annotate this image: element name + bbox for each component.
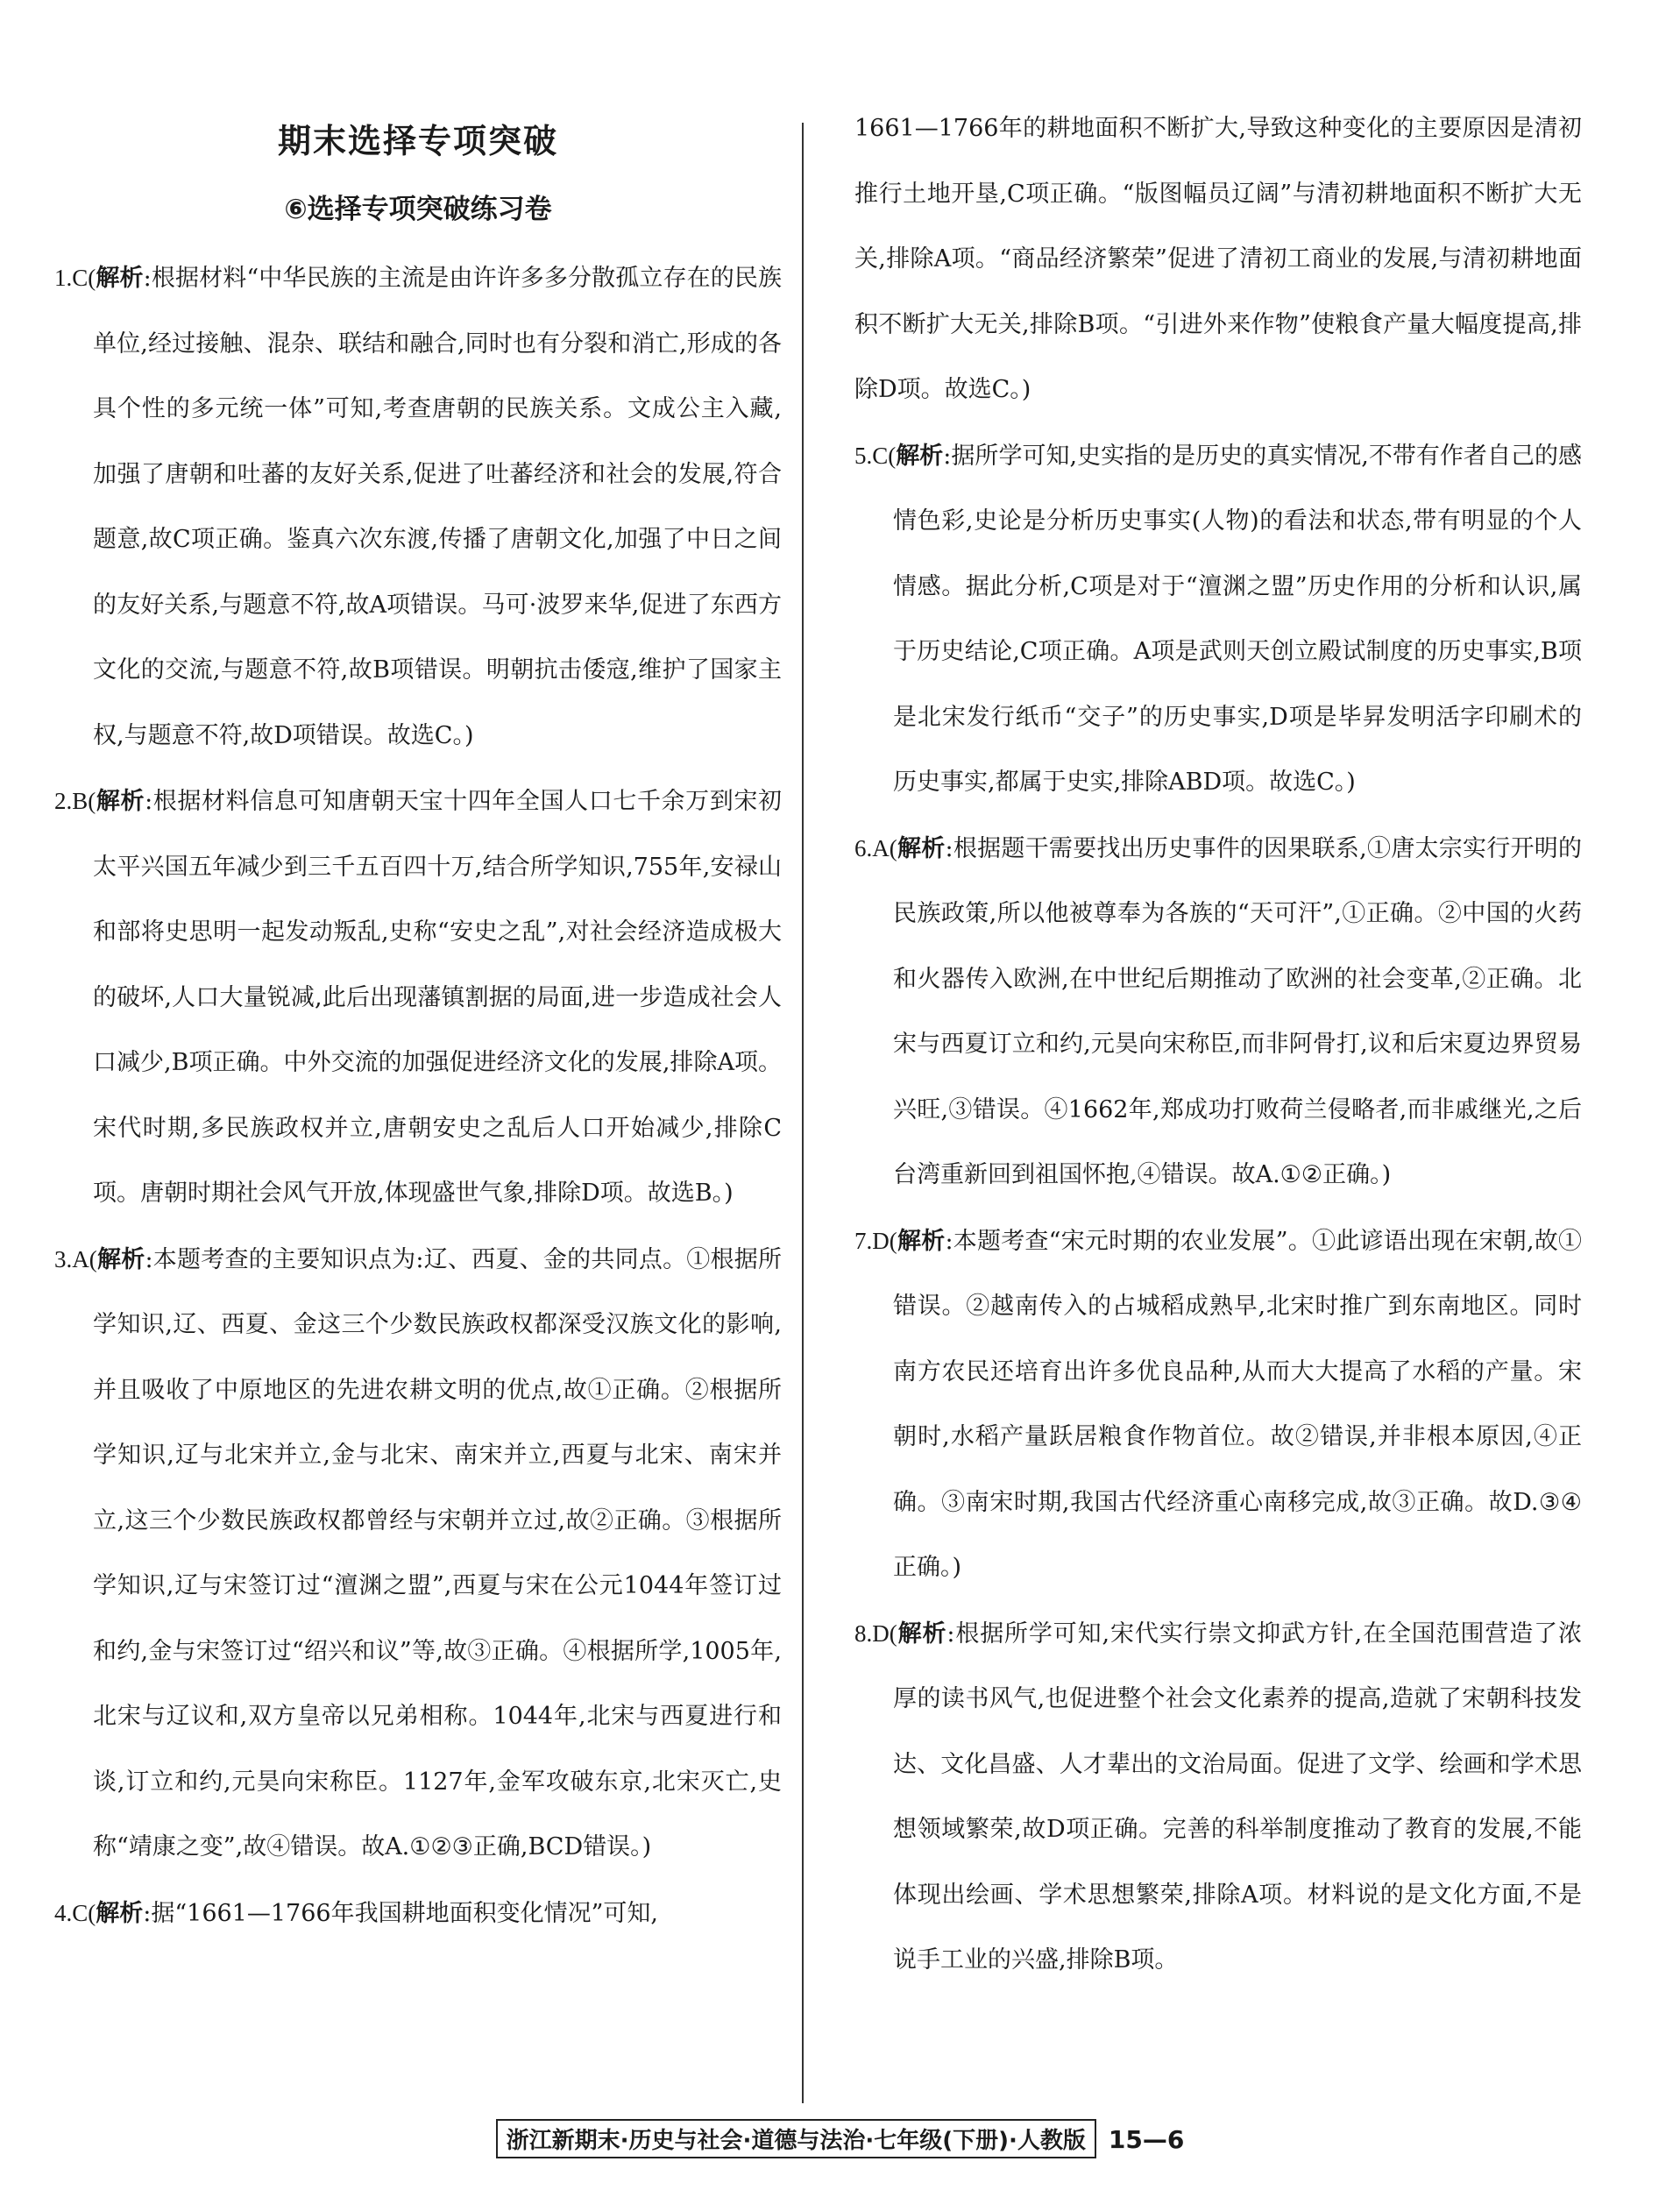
page-footer [0, 2119, 1680, 2158]
answer-item [854, 1601, 1582, 1994]
answer-number: 5.C( [854, 442, 897, 469]
answer-item [854, 423, 1582, 816]
answer-text: 1661—1766年的耕地面积不断扩大,导致这种变化的主要原因是清初推行土地开垦,C项正确。“版图幅员辽阔”与清初耕地面积不断扩大无关,排除A项。“商品经济繁荣”促进了清初工商业的发展,与清初耕地面积不断扩大无关,排除B项。“引进外来作物”使粮食产量大幅度提高,排除D项。故选C。) [854, 115, 1582, 403]
answer-item [854, 816, 1582, 1208]
footer-page-number: 15—6 [1108, 2125, 1185, 2154]
analysis-tag: 解析 [96, 1245, 145, 1273]
column-divider [802, 123, 804, 2103]
answer-item [854, 96, 1582, 423]
page-subtitle: ⑥选择专项突破练习卷 [284, 194, 552, 225]
answer-text: :根据材料“中华民族的主流是由许许多多分散孤立存在的民族单位,经过接触、混杂、联结和融合,同时也有分裂和消亡,形成的各具个性的多元统一体”可知,考查唐朝的民族关系。文成公主入藏,加强了唐朝和吐蕃的友好关系,促进了吐蕃经济和社会的发展,符合题意,故C项正确。鉴真六次东渡,传播了唐朝文化,加强了中日之间的友好关系,与题意不符,故A项错误。马可·波罗来华,促进了东西方文化的交流,与题意不符,故B项错误。明朝抗击倭寇,维护了国家主权,与题意不符,故D项错误。故选C。) [93, 265, 782, 749]
page-title: 期末选择专项突破 [277, 122, 558, 160]
answer-text: :据所学可知,史实指的是历史的真实情况,不带有作者自己的感情色彩,史论是分析历史事实(人物)的看法和状态,带有明显的个人情感。据此分析,C项是对于“澶渊之盟”历史作用的分析和认识,属于历史结论,C项正确。A项是武则天创立殿试制度的历史事实,B项是北宋发行纸币“交子”的历史事实,D项是毕昇发明活字印刷术的历史事实,都属于史实,排除ABD项。故选C。) [893, 442, 1582, 796]
analysis-tag: 解析 [96, 1899, 144, 1927]
answer-number: 8.D( [854, 1619, 897, 1647]
answer-text: :据“1661—1766年我国耕地面积变化情况”可知, [143, 1899, 658, 1927]
answer-text: :根据所学可知,宋代实行崇文抑武方针,在全国范围营造了浓厚的读书风气,也促进整个社会文化素养的提高,造就了宋朝科技发达、文化昌盛、人才辈出的文治局面。促进了文学、绘画和学术思想领域繁荣,故D项正确。完善的科举制度推动了教育的发展,不能体现出绘画、学术思想繁荣,排除A项。材料说的是文化方面,不是说手工业的兴盛,排除B项。 [893, 1619, 1583, 1974]
answer-text: :本题考查“宋元时期的农业发展”。①此谚语出现在宋朝,故①错误。②越南传入的占城稻成熟早,北宋时推广到东南地区。同时南方农民还培育出许多优良品种,从而大大提高了水稻的产量。宋朝时,水稻产量跃居粮食作物首位。故②错误,并非根本原因,④正确。③南宋时期,我国古代经济重心南移完成,故③正确。故D.③④正确。) [893, 1227, 1583, 1581]
answer-item [54, 769, 782, 1227]
answer-number: 1.C( [54, 265, 96, 291]
answer-item [854, 1208, 1582, 1601]
answer-number: 7.D( [854, 1227, 897, 1254]
analysis-tag: 解析 [897, 1619, 947, 1648]
analysis-tag: 解析 [897, 834, 946, 862]
answer-number: 4.C( [54, 1899, 96, 1926]
answer-item [54, 1227, 782, 1881]
answer-number: 2.B( [54, 788, 96, 814]
footer-book-title: 浙江新期末·历史与社会·道德与法治·七年级(下册)·人教版 [496, 2119, 1096, 2158]
answer-number: 6.A( [854, 834, 897, 861]
answer-text: :本题考查的主要知识点为:辽、西夏、金的共同点。①根据所学知识,辽、西夏、金这三个少数民族政权都深受汉族文化的影响,并且吸收了中原地区的先进农耕文明的优点,故①正确。②根据所学知识,辽与北宋并立,金与北宋、南宋并立,西夏与北宋、南宋并立,这三个少数民族政权都曾经与宋朝并立过,故②正确。③根据所学知识,辽与宋签订过“澶渊之盟”,西夏与宋在公元1044年签订过和约,金与宋签订过“绍兴和议”等,故③正确。④根据所学,1005年,北宋与辽议和,双方皇帝以兄弟相称。1044年,北宋与西夏进行和谈,订立和约,元昊向宋称臣。1127年,金军攻破东京,北宋灭亡,史称“靖康之变”,故④错误。故A.①②③正确,BCD错误。) [93, 1245, 783, 1860]
answer-number: 3.A( [54, 1245, 97, 1272]
left-answer-list [54, 245, 782, 1946]
answer-item [54, 245, 782, 769]
right-answer-list [854, 96, 1582, 1994]
left-column [54, 96, 782, 1946]
analysis-tag: 解析 [896, 442, 944, 470]
analysis-tag: 解析 [96, 265, 144, 292]
answer-text: :根据材料信息可知唐朝天宝十四年全国人口七千余万到宋初太平兴国五年减少到三千五百四十万,结合所学知识,755年,安禄山和部将史思明一起发动叛乱,史称“安史之乱”,对社会经济造成极大的破坏,人口大量锐减,此后出现藩镇割据的局面,进一步造成社会人口减少,B项正确。中外交流的加强促进经济文化的发展,排除A项。宋代时期,多民族政权并立,唐朝安史之乱后人口开始减少,排除C项。唐朝时期社会风气开放,体现盛世气象,排除D项。故选B。) [93, 788, 782, 1207]
analysis-tag: 解析 [897, 1227, 946, 1255]
analysis-tag: 解析 [96, 788, 145, 815]
right-column [854, 96, 1582, 1994]
answer-text: :根据题干需要找出历史事件的因果联系,①唐太宗实行开明的民族政策,所以他被尊奉为各族的“天可汗”,①正确。②中国的火药和火器传入欧洲,在中世纪后期推动了欧洲的社会变革,②正确。北宋与西夏订立和约,元昊向宋称臣,而非阿骨打,议和后宋夏边界贸易兴旺,③错误。④1662年,郑成功打败荷兰侵略者,而非戚继光,之后台湾重新回到祖国怀抱,④错误。故A.①②正确。) [893, 834, 1582, 1188]
answer-item [54, 1881, 782, 1947]
